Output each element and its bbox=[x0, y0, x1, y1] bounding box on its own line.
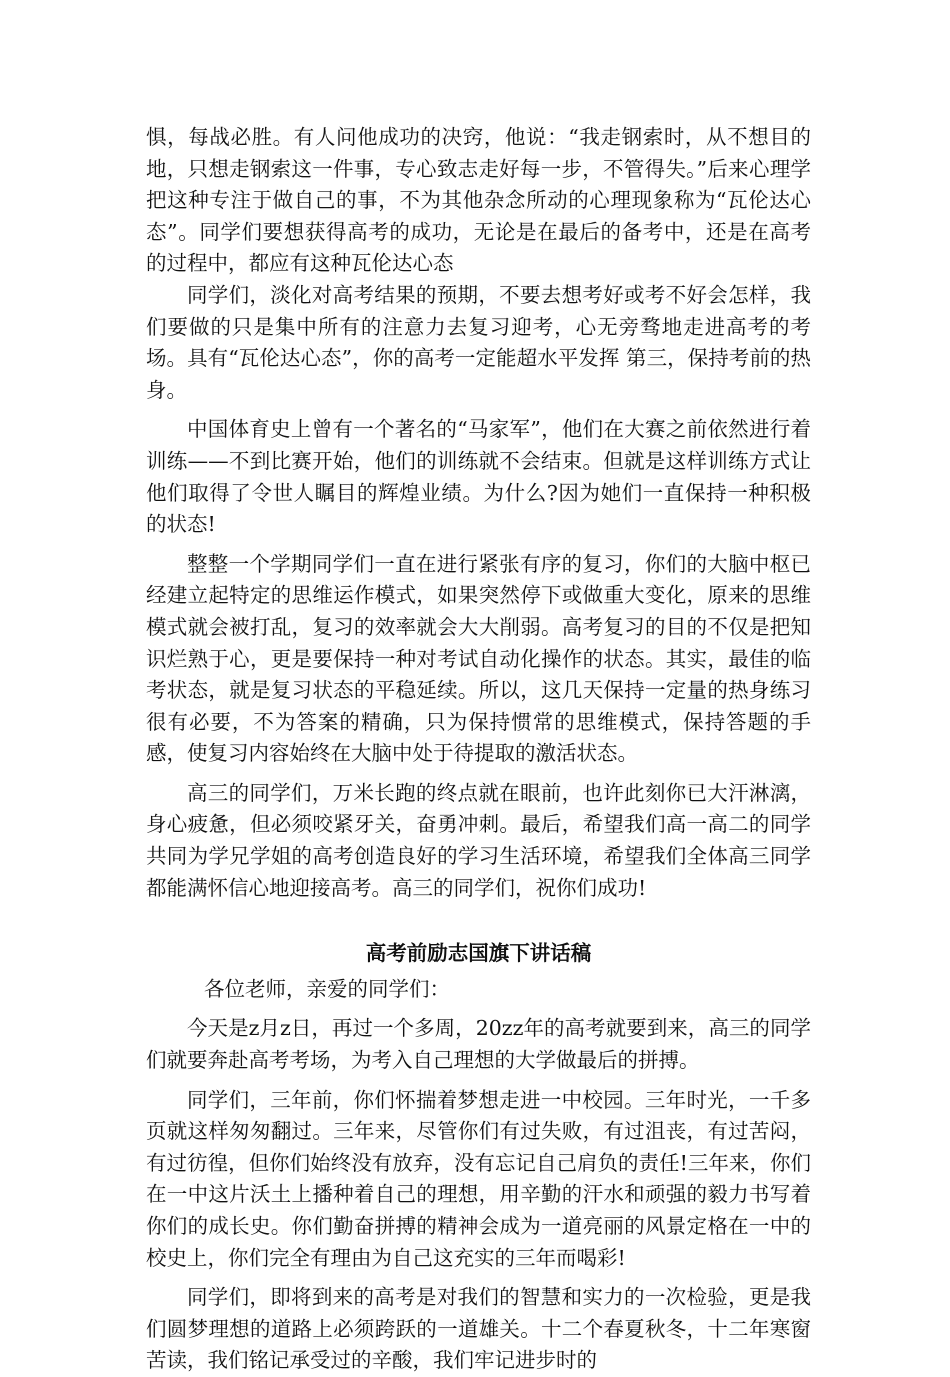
paragraph-1: 惧，每战必胜。有人问他成功的决窍，他说：“我走钢索时，从不想目的地，只想走钢索这一件事，专心致志走好每一步，不管得失。”后来心理学把这种专注于做自己的事，不为其他杂念所动的心理现象称为“瓦伦达心态”。同学们要想获得高考的成功，无论是在最后的备考中，还是在高考的过程中，都应有这种瓦伦达心态 bbox=[146, 125, 811, 276]
paragraph-5: 高三的同学们，万米长跑的终点就在眼前，也许此刻你已大汗淋漓，身心疲惫，但必须咬紧牙关，奋勇冲刺。最后，希望我们高一高二的同学共同为学兄学姐的高考创造良好的学习生活环境，希望我们全体高三同学都能满怀信心地迎接高考。高三的同学们，祝你们成功! bbox=[146, 780, 811, 900]
paragraph-8: 同学们，即将到来的高考是对我们的智慧和实力的一次检验，更是我们圆梦理想的道路上必须跨跃的一道雄关。十二个春夏秋冬，十二年寒窗苦读，我们铭记承受过的辛酸，我们牢记进步时的 bbox=[146, 1285, 811, 1373]
paragraph-3: 中国体育史上曾有一个著名的“马家军”，他们在大赛之前依然进行着训练——不到比赛开始，他们的训练就不会结束。但就是这样训练方式让他们取得了令世人瞩目的辉煌业绩。为什么?因为她们一直保持一种积极的状态! bbox=[146, 417, 811, 537]
paragraph-4: 整整一个学期同学们一直在进行紧张有序的复习，你们的大脑中枢已经建立起特定的思维运作模式，如果突然停下或做重大变化，原来的思维模式就会被打乱，复习的效率就会大大削弱。高考复习的目的不仅是把知识烂熟于心，更是要保持一种对考试自动化操作的状态。其实，最佳的临考状态，就是复习状态的平稳延续。所以，这几天保持一定量的热身练习很有必要，不为答案的精确，只为保持惯常的思维模式，保持答题的手感，使复习内容始终在大脑中处于待提取的激活状态。 bbox=[146, 551, 811, 766]
paragraph-2: 同学们，淡化对高考结果的预期，不要去想考好或考不好会怎样，我们要做的只是集中所有的注意力去复习迎考，心无旁骛地走进高考的考场。具有“瓦伦达心态”，你的高考一定能超水平发挥 第三，保持考前的热身。 bbox=[146, 282, 811, 402]
salutation: 各位老师，亲爱的同学们： bbox=[204, 976, 450, 1001]
document-body bbox=[146, 122, 811, 1377]
paragraph-7: 同学们，三年前，你们怀揣着梦想走进一中校园。三年时光，一千多页就这样匆匆翻过。三年来，尽管你们有过失败，有过沮丧，有过苦闷，有过彷徨，但你们始终没有放弃，没有忘记自己肩负的责任!三年来，你们在一中这片沃土上播种着自己的理想，用辛勤的汗水和顽强的毅力书写着你们的成长史。你们勤奋拼搏的精神会成为一道亮丽的风景定格在一中的校史上，你们完全有理由为自己这充实的三年而喝彩! bbox=[146, 1087, 811, 1270]
paragraph-6: 今天是z月z日，再过一个多周，20zz年的高考就要到来，高三的同学们就要奔赴高考考场，为考入自己理想的大学做最后的拼搏。 bbox=[146, 1016, 811, 1073]
section-title: 高考前励志国旗下讲话稿 bbox=[365, 941, 592, 966]
